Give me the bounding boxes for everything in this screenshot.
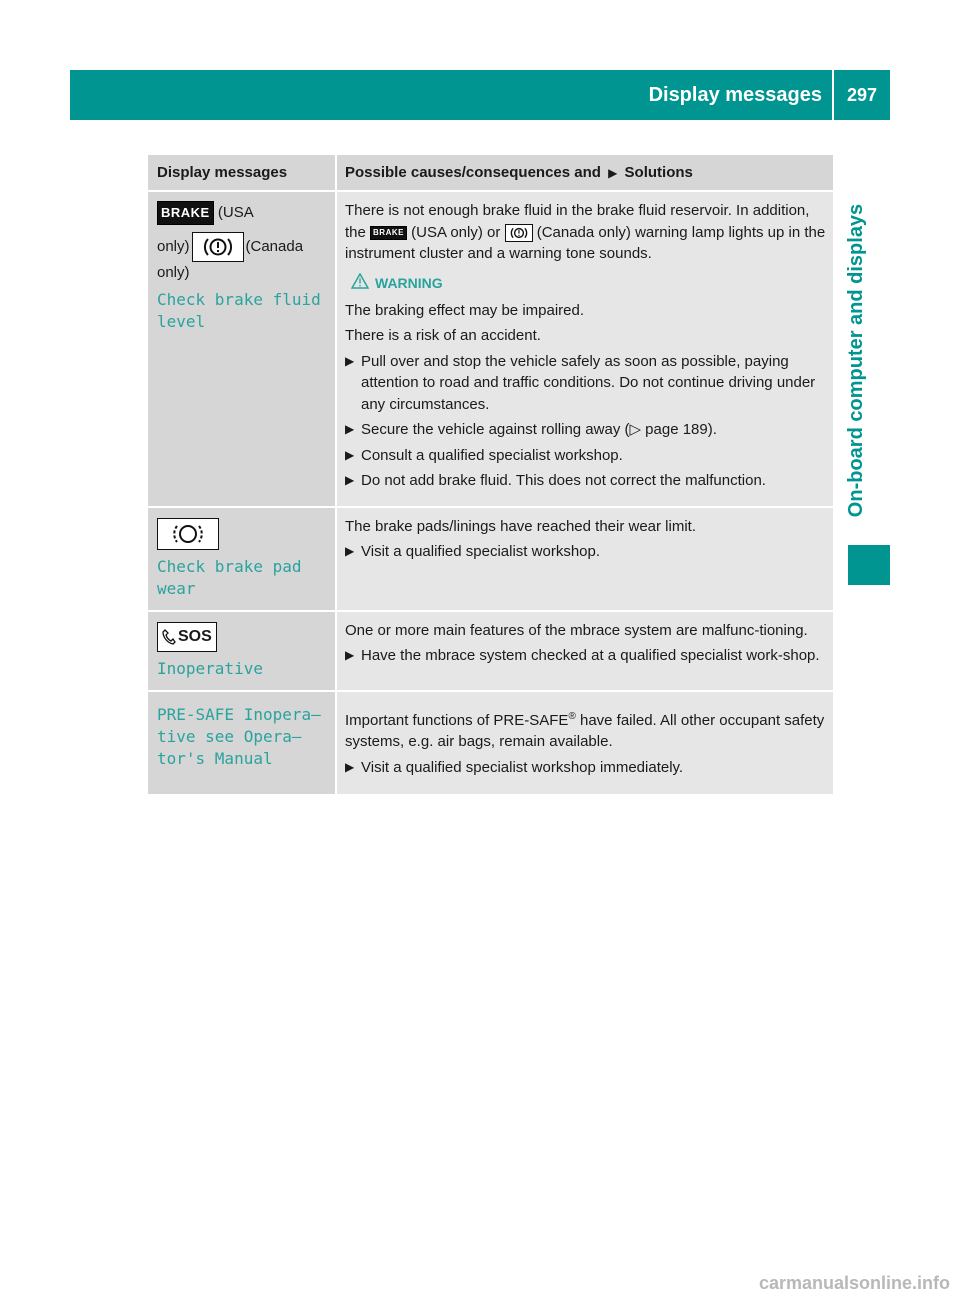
bullet-text: Pull over and stop the vehicle safely as soon as possible, paying attention to road and traffic conditions. Do not continue driving under any circumstances. [361, 352, 816, 413]
page-number: 297 [846, 84, 878, 105]
solution-cell [337, 192, 833, 506]
col-header-solutions [337, 155, 833, 190]
solution-cell [337, 692, 833, 794]
cause-text-3: (Canada only) warning lamp lights up in the instrument cluster and a warning tone sounds. [345, 223, 826, 262]
table-header-row [148, 155, 833, 192]
table-row [148, 612, 833, 692]
warning-line [351, 273, 827, 294]
cause-text-1: Important functions of PRE-SAFE [345, 711, 569, 729]
bullet-text: Secure the vehicle against rolling away (▷ page 189). [361, 421, 717, 438]
display-message: Check brake fluid level [157, 290, 321, 331]
cause-paragraph [345, 200, 827, 265]
message-cell [148, 692, 335, 794]
bullet-arrow-icon: ▶ [345, 759, 355, 774]
solution-cell [337, 508, 833, 610]
brake-circle-icon [192, 232, 244, 262]
sos-phone-icon [157, 622, 217, 652]
message-cell [148, 192, 335, 506]
bullet-arrow-icon: ▶ [345, 544, 355, 558]
bullet-text: Have the mbrace system checked at a qualified specialist work-shop. [361, 647, 820, 664]
side-section-title [842, 190, 872, 530]
solution-cell [337, 612, 833, 690]
warning-paragraph-2: There is a risk of an accident. [345, 327, 541, 344]
cause-text-2: (USA only) or [411, 223, 501, 241]
bullet-text: Visit a qualified specialist workshop. [361, 543, 601, 560]
list-item [345, 470, 827, 492]
table-row [148, 692, 833, 794]
col-header-messages: Display messages [148, 155, 335, 190]
canada-only-label: only) [157, 264, 190, 281]
sos-label: SOS [178, 627, 212, 645]
message-cell [148, 612, 335, 690]
cause-paragraph: One or more main features of the mbrace system are malfunc-tioning. [345, 621, 808, 639]
col-header-solutions-post: Solutions [624, 164, 693, 181]
list-item [345, 645, 827, 667]
bullet-arrow-icon: ▶ [345, 353, 355, 368]
page-header [70, 70, 890, 120]
bullet-arrow-icon: ▶ [345, 422, 355, 436]
brake-warning-icon-inline: BRAKE [370, 226, 407, 240]
cause-paragraph [345, 706, 827, 753]
bullet-arrow-icon: ▶ [345, 473, 355, 487]
display-messages-table [148, 155, 833, 794]
brake-warning-icon: BRAKE [157, 201, 214, 225]
warning-triangle-icon [351, 273, 369, 294]
cause-paragraph: The brake pads/linings have reached their wear limit. [345, 517, 697, 535]
bullet-text: Consult a qualified specialist workshop. [361, 446, 623, 464]
brake-pad-wear-icon [157, 518, 219, 550]
list-item [345, 757, 827, 779]
col-header-solutions-pre: Possible causes/consequences and [345, 164, 601, 181]
bullet-arrow-icon: ▶ [345, 447, 355, 462]
registered-mark: ® [568, 710, 576, 722]
side-tab-marker [848, 545, 890, 585]
side-section-label: On-board computer and displays [845, 203, 868, 517]
only-label: only) [157, 238, 190, 255]
list-item [345, 419, 827, 441]
message-cell [148, 508, 335, 610]
cause-text-2: have failed. All other occupant safety systems, e.g. air bags, remain available. [345, 711, 825, 750]
warning-paragraph-1: The braking effect may be impaired. [345, 301, 585, 319]
usa-label: (USA [217, 204, 254, 221]
bullet-arrow-icon: ▶ [345, 648, 355, 662]
canada-label: (Canada [245, 238, 304, 255]
list-item [345, 445, 827, 467]
display-message: Inoperative [157, 658, 263, 678]
watermark: carmanualsonline.info [758, 1273, 950, 1293]
cause-text-1: There is not enough brake fluid in the brake fluid reservoir. In addition, the [345, 202, 810, 241]
warning-label: WARNING [375, 275, 443, 291]
table-row [148, 192, 833, 508]
list-item [345, 351, 827, 416]
bullet-text: Visit a qualified specialist workshop immediately. [361, 758, 684, 776]
brake-circle-icon-inline [505, 224, 533, 242]
header-title: Display messages [648, 83, 822, 106]
play-arrow-icon: ▶ [608, 166, 618, 180]
bullet-text: Do not add brake fluid. This does not correct the malfunction. [361, 472, 766, 489]
display-message: PRE-SAFE Inopera– tive see Opera– tor's Manual [157, 704, 321, 768]
table-row [148, 508, 833, 612]
display-message: Check brake pad wear [157, 556, 302, 598]
list-item [345, 541, 827, 563]
